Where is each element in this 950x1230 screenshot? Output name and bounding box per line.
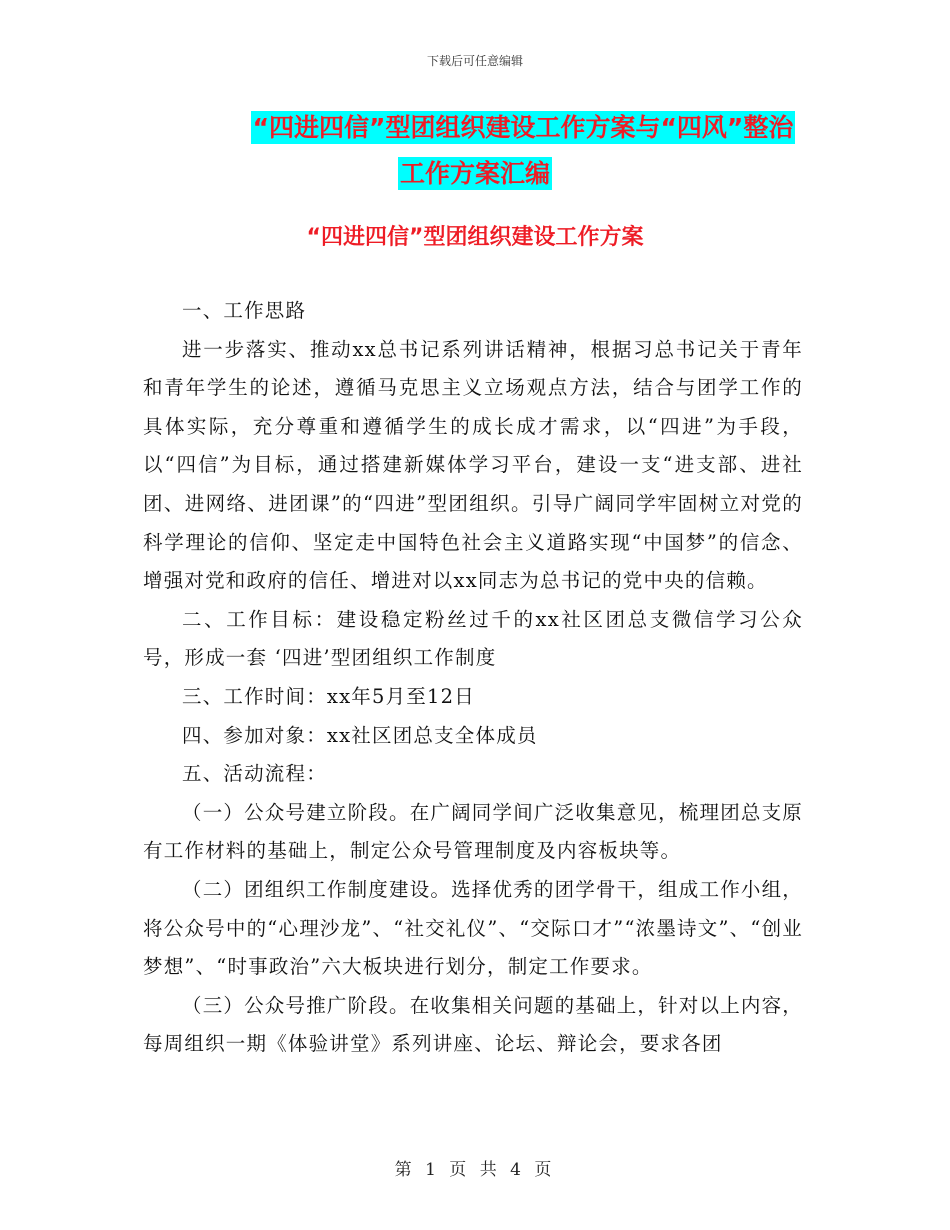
document-body [143, 292, 803, 1064]
paragraph-stage-2: （二）团组织工作制度建设。选择优秀的团学骨干，组成工作小组，将公众号中的“心理沙龙”、“社交礼仪”、“交际口才”“浓墨诗文”、“创业梦想”、“时事政治”六大板块进行划分，制定工作要求。 [143, 877, 804, 979]
page-number-footer: 第 1 页 共 4 页 [394, 1160, 556, 1180]
paragraph-work-approach: 进一步落实、推动xx总书记系列讲话精神，根据习总书记关于青年和青年学生的论述，遵循马克思主义立场观点方法，结合与团学工作的具体实际，充分尊重和遵循学生的成长成才需求，以“四进”为手段，以“四信”为目标，通过搭建新媒体学习平台，建设一支“进支部、进社团、进网络、进团课”的“四进”型团组织。引导广阔同学牢固树立对党的科学理论的信仰、坚定走中国特色社会主义道路实现“中国梦”的信念、增强对党和政府的信任、增进对以xx同志为总书记的党中央的信赖。 [143, 337, 803, 593]
paragraph-heading-1: 一、工作思路 [182, 299, 307, 322]
document-title-text-2: 工作方案汇编 [399, 159, 550, 188]
paragraph-work-time: 三、工作时间：xx年5月至12日 [182, 684, 475, 708]
paragraph-process-heading: 五、活动流程： [182, 762, 327, 786]
section-title: “四进四信”型团组织建设工作方案 [306, 225, 644, 250]
paragraph-stage-3: （三）公众号推广阶段。在收集相关问题的基础上，针对以上内容，每周组织一期《体验讲堂》系列讲座、论坛、辩论会，要求各团 [143, 993, 804, 1056]
page-header-note: 下载后可任意编辑 [426, 54, 523, 68]
paragraph-work-goal: 二、工作目标：建设稳定粉丝过千的xx社区团总支微信学习公众号，形成一套 ‘四进’型团组织工作制度 [143, 607, 803, 670]
document-title-line-2 [0, 154, 950, 194]
paragraph-stage-1: （一）公众号建立阶段。在广阔同学间广泛收集意见，梳理团总支原有工作材料的基础上，制定公众号管理制度及内容板块等。 [143, 800, 804, 863]
document-title-text-1: “四进四信”型团组织建设工作方案与“四风”整治 [252, 113, 794, 142]
document-title-line-1 [48, 108, 950, 148]
paragraph-participants: 四、参加对象：xx社区团总支全体成员 [182, 723, 538, 747]
